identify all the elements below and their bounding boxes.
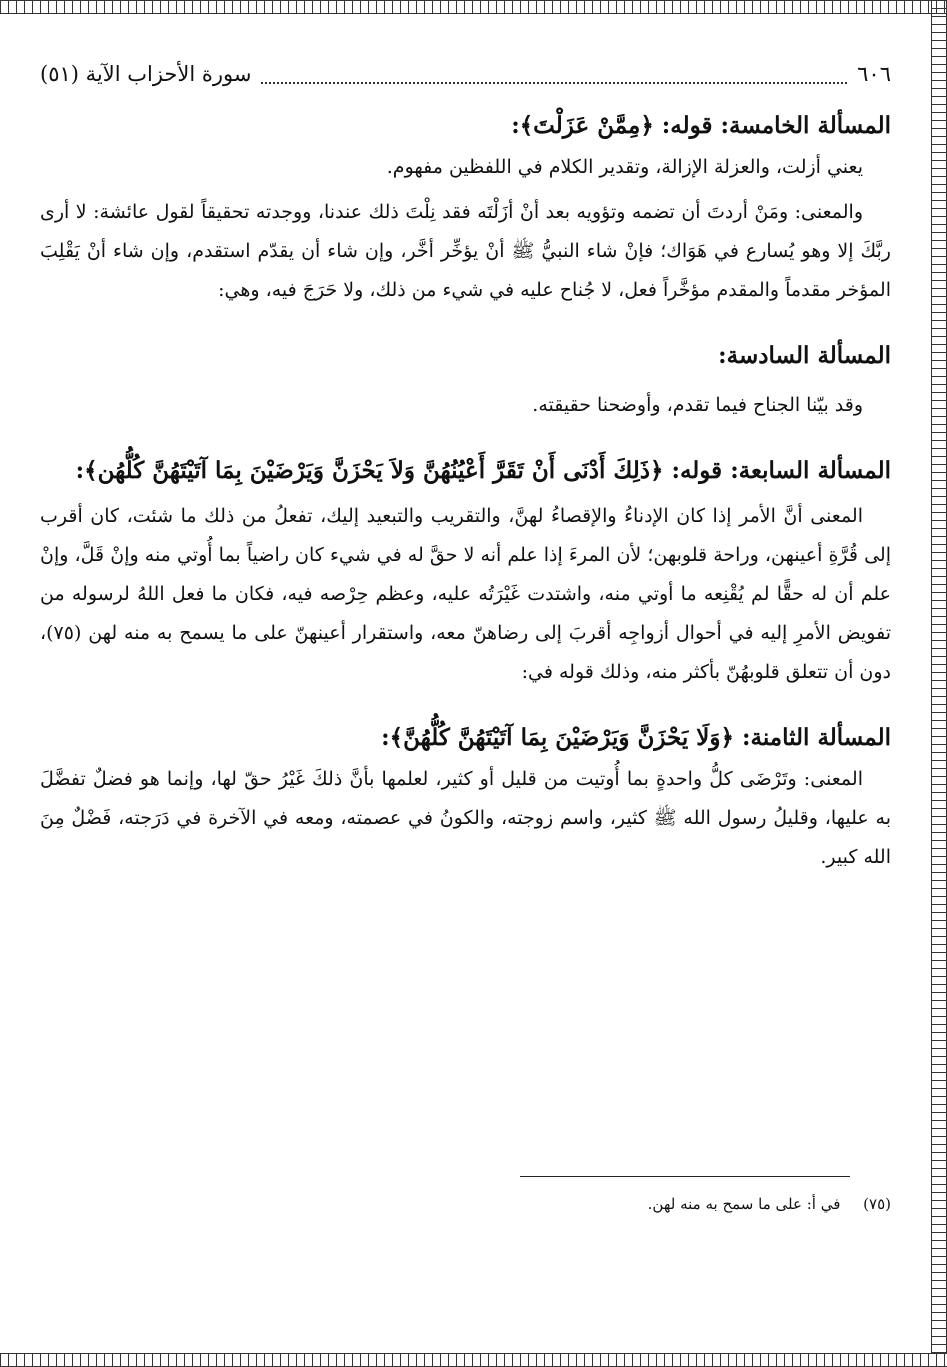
section-heading-7: المسألة السابعة: قوله: ﴿ذَلِكَ أَدْنَى أَنْ تَقَرَّ أَعْيُنُهُنَّ وَلاَ يَحْزَنَّ وَيَرْضَيْنَ بِمَا آتَيْتَهُنَّ كُلُّهُن﴾: [75, 457, 891, 484]
page-content [40, 58, 891, 1327]
section-heading-5: المسألة الخامسة: قوله: ﴿مِمَّنْ عَزَلْتَ﴾: [511, 112, 891, 139]
paragraph: المعنى: وتَرْضَى كلُّ واحدةٍ بما أُوتيت من قليل أو كثير، لعلمها بأنَّ ذلكَ غَيْرُ حقّ لها، وإنما هو فضلٌ تفضَّلَ به عليها، وقليلُ رسول الله ﷺ كثير، واسم زوجته، والكونُ في عصمته، ومعه في الآخرة في دَرَجته، فَضْلٌ مِنَ الله كبير. [40, 768, 891, 868]
footnote-text: في أ: على ما سمح به منه لهن. [647, 1195, 841, 1213]
ornamental-border-right [931, 0, 947, 1367]
ornamental-border-top [0, 0, 947, 14]
paragraph: يعني أزلت، والعزلة الإزالة، وتقدير الكلام في اللفظين مفهوم. [386, 156, 863, 178]
header-dot-leader [261, 70, 847, 84]
paragraph: وقد بيّنا الجناح فيما تقدم، وأوضحنا حقيقته. [532, 394, 863, 416]
section-heading-6: المسألة السادسة: [718, 342, 891, 369]
footnote-number: (٧٥) [863, 1195, 891, 1213]
ornamental-border-bottom [0, 1353, 947, 1367]
section-heading-8: المسألة الثامنة: ﴿وَلَا يَحْزَنَّ وَيَرْضَيْنَ بِمَا آتَيْتَهُنَّ كُلُّهُنَّ﴾: [381, 724, 891, 751]
paragraph: والمعنى: ومَنْ أردتَ أن تضمه وتؤويه بعد أنْ أزَلْتَه فقد نِلْتَ ذلك عندنا، ووجدته تحقيقاً لقول عائشة: لا أرى ربَّكَ إلا وهو يُسارع في هَوَاك؛ فإنْ شاء النبيُّ ﷺ أنْ يؤخِّر أخَّر، وإن شاء أن يقدّم استقدم، وإن شاء أنْ يَقْلِبَ المؤخر مقدماً والمقدم مؤخَّراً فعل، لا جُناح عليه في شيء من ذلك، ولا حَرَجَ فيه، وهي: [40, 201, 891, 301]
footnote [40, 1192, 891, 1216]
footnote-separator [520, 1176, 850, 1177]
paragraph: المعنى أنَّ الأمر إذا كان الإدناءُ والإقصاءُ لهنَّ، والتقريب والتبعيد إليك، تفعلُ من ذلك ما شئت، كان أقرب إلى قُرَّةِ أعينهن، وراحة قلوبهن؛ لأن المرءَ إذا علم أنه لا حقَّ له في شيء كان راضياً بما أُوتي منه وإنْ قَلَّ، وإنْ علم أن له حقًّا لم يُقْنِعه ما أوتي منه، واشتدت غَيْرَتُه عليه، وعظم حِرْصه فيه، فكان ما فعل اللهُ لرسوله من تفويض الأمرِ إليه في أحوال أزواجِه أقربَ إلى رضاهنّ معه، واستقرار أعينهنّ على ما يسمح به منه لهن (٧٥)، دون أن تتعلق قلوبهُنّ بأكثر منه، وذلك قوله في: [40, 505, 891, 683]
running-header [40, 58, 891, 90]
page-number: ٦٠٦ [857, 62, 891, 86]
header-title: سورة الأحزاب الآية (٥١) [40, 62, 252, 86]
